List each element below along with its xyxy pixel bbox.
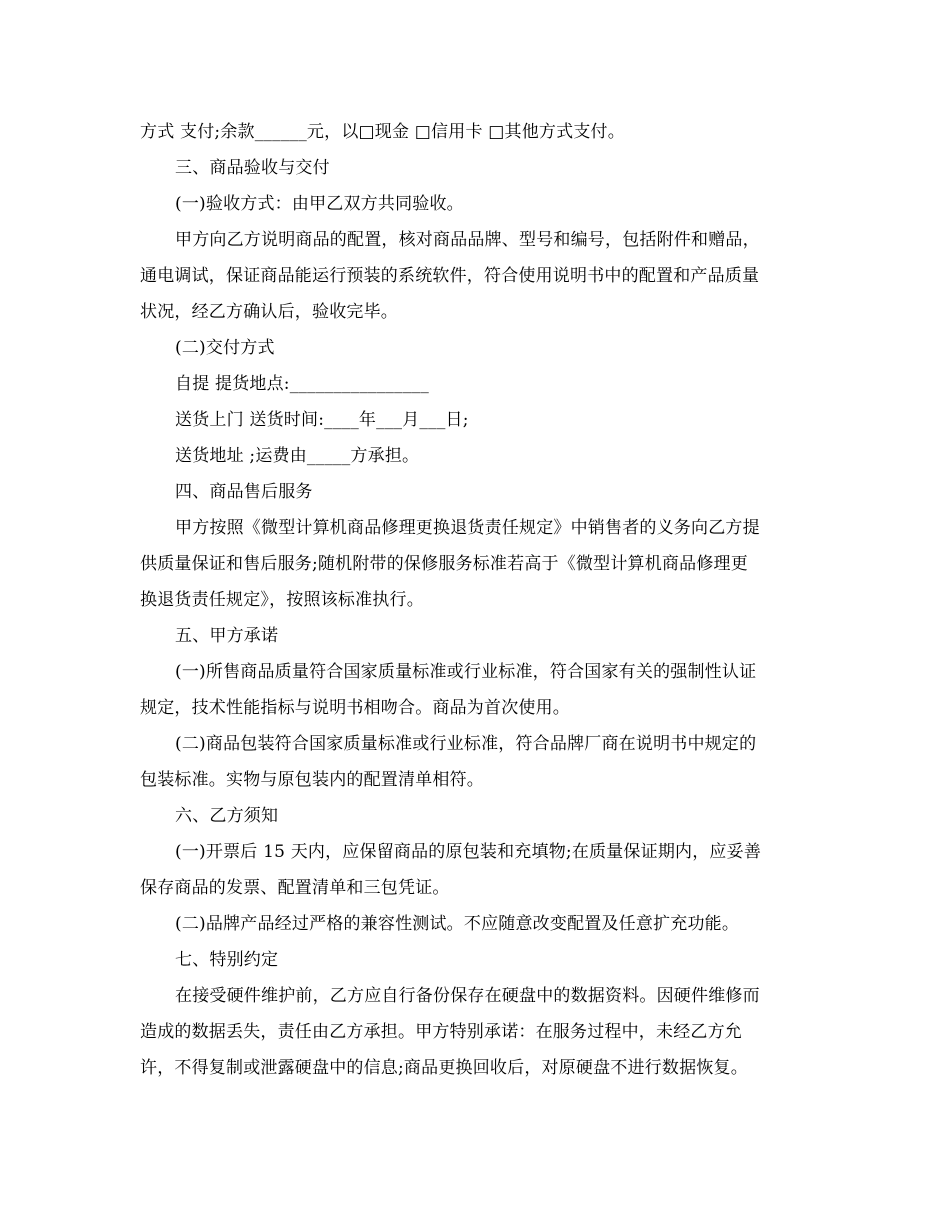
doc-line-7: (二)交付方式 (175, 338, 275, 358)
doc-line-23: (二)品牌产品经过严格的兼容性测试。不应随意改变配置及任意扩充功能。 (175, 914, 740, 934)
doc-line-9: 送货上门 送货时间:____年___月___日; (175, 410, 469, 430)
section-heading-3: 三、商品验收与交付 (175, 158, 330, 178)
doc-line-6: 状况，经乙方确认后，验收完毕。 (140, 302, 398, 322)
doc-line-26: 造成的数据丢失，责任由乙方承担。甲方特别承诺：在服务过程中，未经乙方允 (140, 1022, 742, 1042)
doc-line-16: (一)所售商品质量符合国家质量标准或行业标准，符合国家有关的强制性认证 (175, 662, 757, 682)
doc-line-3: (一)验收方式：由甲乙双方共同验收。 (175, 194, 464, 214)
doc-line-14: 换退货责任规定》，按照该标准执行。 (140, 590, 424, 610)
section-heading-4: 四、商品售后服务 (175, 482, 313, 502)
doc-line-21: (一)开票后 15 天内，应保留商品的原包装和充填物;在质量保证期内，应妥善 (175, 842, 762, 862)
doc-line-18: (二)商品包装符合国家质量标准或行业标准，符合品牌厂商在说明书中规定的 (175, 734, 757, 754)
doc-line-8: 自提 提货地点:________________ (175, 374, 429, 394)
doc-line-5: 通电调试，保证商品能运行预装的系统软件，符合使用说明书中的配置和产品质量 (140, 266, 760, 286)
doc-line-27: 许，不得复制或泄露硬盘中的信息;商品更换回收后，对原硬盘不进行数据恢复。 (140, 1058, 748, 1078)
doc-line-19: 包装标准。实物与原包装内的配置清单相符。 (140, 770, 484, 790)
doc-line-4: 甲方向乙方说明商品的配置，核对商品品牌、型号和编号，包括附件和赠品， (175, 230, 760, 250)
section-heading-5: 五、甲方承诺 (175, 626, 279, 646)
doc-line-25: 在接受硬件维护前，乙方应自行备份保存在硬盘中的数据资料。因硬件维修而 (175, 986, 760, 1006)
section-heading-7: 七、特别约定 (175, 950, 279, 970)
doc-line-12: 甲方按照《微型计算机商品修理更换退货责任规定》中销售者的义务向乙方提 (175, 518, 760, 538)
doc-line-22: 保存商品的发票、配置清单和三包凭证。 (140, 878, 450, 898)
document-body (140, 114, 815, 1086)
doc-line-13: 供质量保证和售后服务;随机附带的保修服务标准若高于《微型计算机商品修理更 (140, 554, 748, 574)
section-heading-6: 六、乙方须知 (175, 806, 279, 826)
doc-line-10: 送货地址 ;运费由_____方承担。 (175, 446, 420, 466)
doc-line-1: 方式 支付;余款______元，以□现金 □信用卡 □其他方式支付。 (140, 122, 625, 142)
doc-line-17: 规定，技术性能指标与说明书相吻合。商品为首次使用。 (140, 698, 570, 718)
